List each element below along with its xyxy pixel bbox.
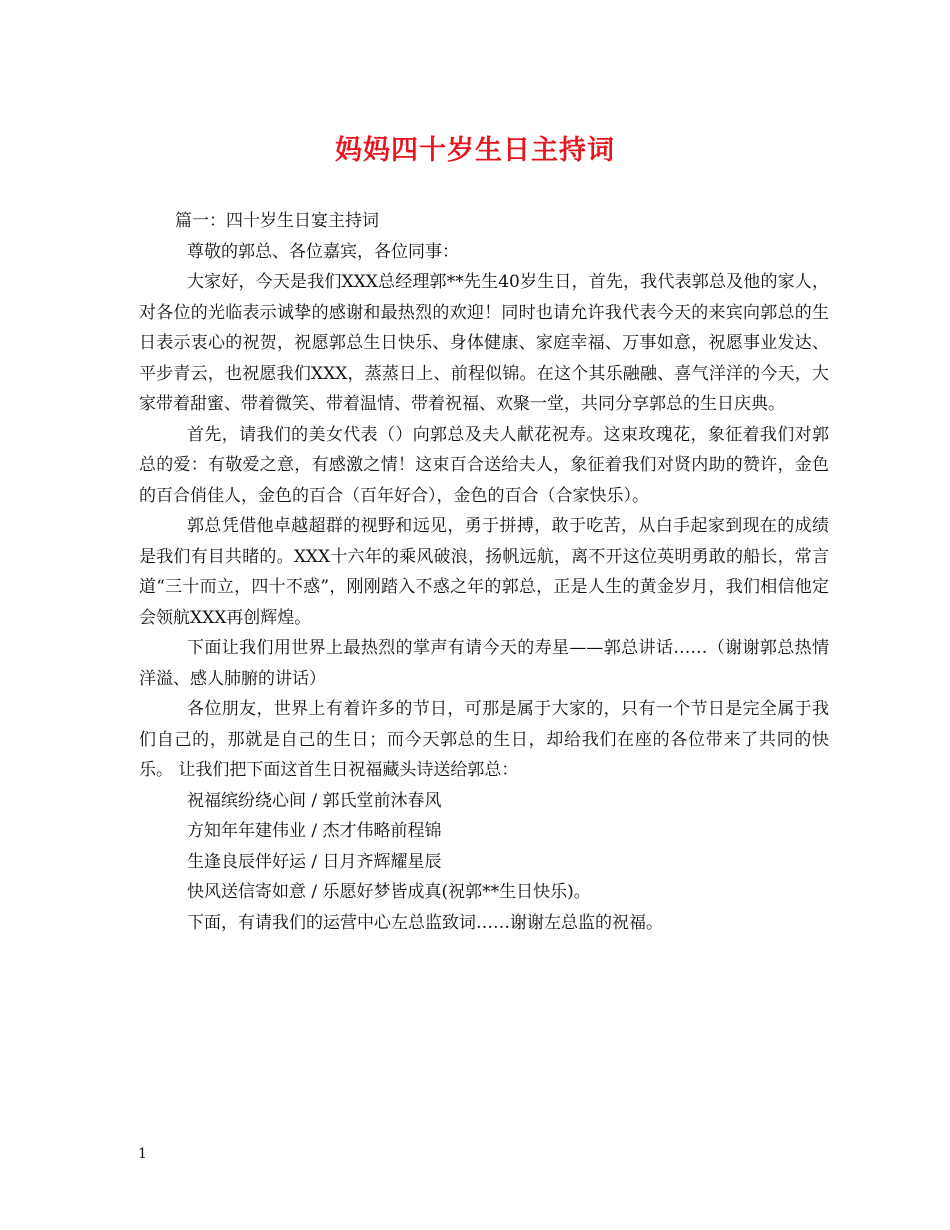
section-heading: 篇一：四十岁生日宴主持词 [175,211,379,231]
document-body [139,206,829,938]
paragraph-speech: 下面让我们用世界上最热烈的掌声有请今天的寿星——郭总讲话……（谢谢郭总热情洋溢、感人肺腑的讲话） [139,638,829,689]
paragraph-birthday: 各位朋友，世界上有着许多的节日，可那是属于大家的，只有一个节日是完全属于我们自己的，那就是自己的生日；而今天郭总的生日，却给我们在座的各位带来了共同的快乐。 让我们把下面这首生日祝福藏头诗送给郭总： [139,699,829,780]
poem-line-1: 祝福缤纷绕心间 / 郭氏堂前沐春风 [187,790,442,811]
salutation: 尊敬的郭总、各位嘉宾，各位同事： [187,241,459,262]
document-title: 妈妈四十岁生日主持词 [335,135,615,166]
paragraph-flowers: 首先，请我们的美女代表（）向郭总及夫人献花祝寿。这束玫瑰花，象征着我们对郭总的爱：有敬爱之意，有感激之情！这束百合送给夫人，象征着我们对贤内助的赞许，金色的百合俏佳人，金色的百合（百年好合），金色的百合（合家快乐）。 [139,424,829,506]
paragraph-welcome: 大家好，今天是我们XXX总经理郭**先生40岁生日，首先，我代表郭总及他的家人，对各位的光临表示诚挚的感谢和最热烈的欢迎！同时也请允许我代表今天的来宾向郭总的生日表示衷心的祝贺，祝愿郭总生日快乐、身体健康、家庭幸福、万事如意，祝愿事业发达、平步青云，也祝愿我们XXX，蒸蒸日上、前程似锦。在这个其乐融融、喜气洋洋的今天，大家带着甜蜜、带着微笑、带着温情、带着祝福、欢聚一堂，共同分享郭总的生日庆典。 [139,272,829,414]
poem-line-2: 方知年年建伟业 / 杰才伟略前程锦 [187,821,442,841]
poem-line-4: 快风送信寄如意 / 乐愿好梦皆成真(祝郭**生日快乐)。 [187,882,591,902]
paragraph-praise: 郭总凭借他卓越超群的视野和远见，勇于拼搏，敢于吃苦，从白手起家到现在的成绩是我们有目共睹的。XXX十六年的乘风破浪，扬帆远航，离不开这位英明勇敢的船长，常言道“三十而立，四十不惑”，刚刚踏入不惑之年的郭总，正是人生的黄金岁月，我们相信他定会领航XXX再创辉煌。 [139,516,829,628]
paragraph-closing: 下面，有请我们的运营中心左总监致词……谢谢左总监的祝福。 [187,912,663,933]
page-number: 1 [138,1146,147,1162]
poem-line-3: 生逢良辰伴好运 / 日月齐辉耀星辰 [187,851,442,872]
